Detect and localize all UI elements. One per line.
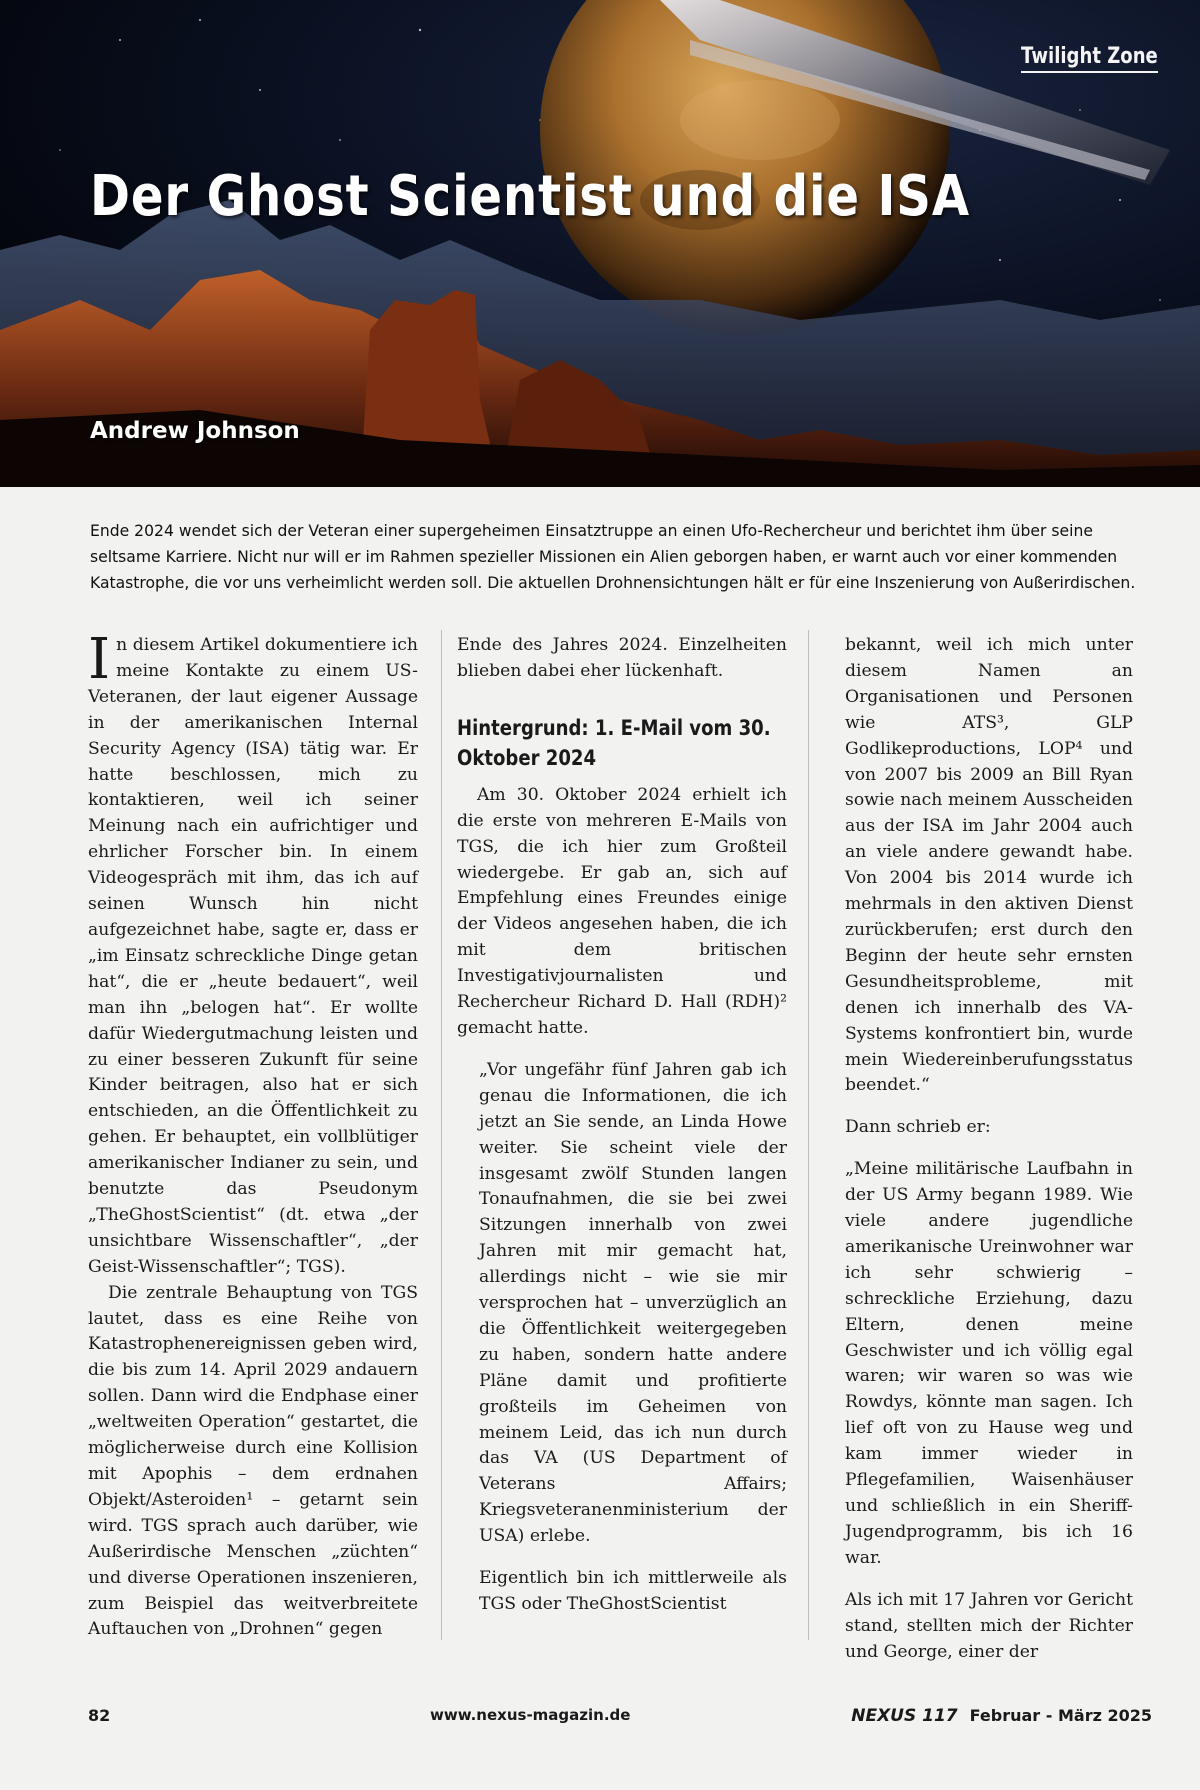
paragraph: Die zentrale Behauptung von TGS lautet, dass es eine Reihe von Katastrophenereignissen geben wird, die bis zum 14. April 2029 andauern sollen. Dann wird die Endphase einer „weltweiten Operation“ gestartet, die möglicherweise durch eine Kollision mit Apophis – dem erdnahen Objekt/Asteroiden¹ – getarnt sein wird. TGS sprach auch darüber, wie Außerirdische Menschen „züchten“ und diverse Operationen inszenieren, zum Beispiel das weitverbreitete Auftauchen von „Drohnen“ gegen (88, 1282, 418, 1640)
column-divider (441, 630, 442, 1640)
column-2 (457, 633, 787, 1618)
quote-paragraph: Eigentlich bin ich mittlerweile als TGS oder TheGhostScientist (479, 1568, 787, 1614)
website-link[interactable]: www.nexus-magazin.de (430, 1706, 631, 1724)
lead-paragraph: Ende 2024 wendet sich der Veteran einer supergeheimen Einsatztruppe an einen Ufo-Rechercheur und berichtet ihm über seine seltsame Karriere. Nicht nur will er im Rahmen spezieller Missionen ein Alien geborgen haben, er warnt auch vor einer kommenden Katastrophe, die vor uns verheimlicht werden soll. Die aktuellen Drohnensichtungen hält er für eine Inszenierung von Außerirdischen. (90, 522, 1136, 592)
column-1 (88, 627, 418, 1643)
subheading: Hintergrund: 1. E-Mail vom 30. Oktober 2024 (457, 715, 771, 770)
section-tag: Twilight Zone (1021, 44, 1158, 73)
paragraph: Dann schrieb er: (845, 1117, 991, 1138)
paragraph: Am 30. Oktober 2024 erhielt ich die erste von mehreren E-Mails von TGS, die ich hier zum Großteil wiedergebe. Er gab an, sich auf Empfehlung eines Freundes einige der Videos angesehen haben, die ich mit dem britischen Investigativjournalisten und Rechercheur Richard D. Hall (RDH)² gemacht hatte. (457, 784, 787, 1038)
hero-banner (0, 0, 1200, 487)
magazine-brand: NEXUS 117 (851, 1706, 958, 1726)
quote-paragraph: bekannt, weil ich mich unter diesem Namen an Organisationen und Personen wie ATS³, GLP Godlikeproductions, LOP⁴ und von 2007 bis 2009 an Bill Ryan sowie nach meinem Ausscheiden aus der ISA im Jahr 2004 auch an viele andere gewandt habe. Von 2004 bis 2014 wurde ich mehrmals in den aktiven Dienst zurückberufen; erst durch den Beginn der heute sehr ernsten Gesundheitsprobleme, mit denen ich innerhalb des VA-Systems konfrontiert bin, wurde mein Wiedereinberufungsstatus beendet.“ (845, 635, 1133, 1096)
drop-cap: I (88, 627, 111, 692)
paragraph-text: n diesem Artikel dokumentiere ich meine Kontakte zu einem US-Veteranen, der laut eigener Aussage in der amerikanischen Internal Security Agency (ISA) tätig war. Er hatte beschlossen, mich zu kontaktieren, weil ich seiner Meinung nach ein aufrichtiger und ehrlicher Forscher bin. In einem Videogespräch mit ihm, das ich auf seinen Wunsch hin nicht aufgezeichnet habe, sagte er, dass er „im Einsatz schreckliche Dinge getan hat“, die er „heute bedauert“, weil man ihn „belogen hat“. Er wollte dafür Wiedergutmachung leisten und zu einer besseren Zukunft für seine Kinder beitragen, also hat er sich entschieden, an die Öffentlichkeit zu gehen. Er behauptet, ein vollblütiger amerikanischer Indianer zu sein, und benutzte das Pseudonym „TheGhostScientist“ (dt. etwa „der unsichtbare Wissenschaftler“, „der Geist-Wissenschaftler“; TGS). (88, 635, 418, 1277)
quote-paragraph: „Vor ungefähr fünf Jahren gab ich genau die Informationen, die ich jetzt an Sie sende, an Linda Howe weiter. Sie scheint viele der insgesamt zwölf Stunden langen Tonaufnahmen, die sie bei zwei Sitzungen innerhalb von zwei Jahren mit mir gemacht hat, allerdings nicht – wie sie mir versprochen hat – unverzüglich an die Öffentlichkeit weitergegeben zu haben, sondern hatte andere Pläne damit und profitierte großteils im Geheimen von meinem Leid, das ich nun durch das VA (US Department of Veterans Affairs; Kriegsveteranenministerium der USA) erlebe. (479, 1059, 787, 1547)
quote-paragraph: „Meine militärische Laufbahn in der US Army begann 1989. Wie viele andere jugendliche amerikanische Ureinwohner war ich sehr schwierig – schreckliche Erziehung, dazu Eltern, denen meine Geschwister und ich völlig egal waren; wir waren so was wie Rowdys, könnte man sagen. Ich lief oft von zu Hause weg und kam immer wieder in Pflegefamilien, Waisenhäuser und schließlich in ein Sheriff-Jugendprogramm, bis ich 16 war. (845, 1159, 1133, 1568)
hero-artwork (0, 0, 1200, 487)
page-number: 82 (88, 1706, 111, 1725)
article-title: Der Ghost Scientist und die ISA (90, 164, 970, 229)
issue-date: Februar - März 2025 (969, 1706, 1152, 1725)
column-divider (808, 630, 809, 1640)
issue-info (851, 1706, 1152, 1726)
paragraph: Ende des Jahres 2024. Einzelheiten blieben dabei eher lückenhaft. (457, 635, 787, 681)
author-name: Andrew Johnson (90, 418, 300, 444)
paragraph (88, 627, 418, 1281)
quote-paragraph: Als ich mit 17 Jahren vor Gericht stand, stellten mich der Richter und George, einer der (845, 1589, 1133, 1662)
column-3 (845, 633, 1133, 1665)
